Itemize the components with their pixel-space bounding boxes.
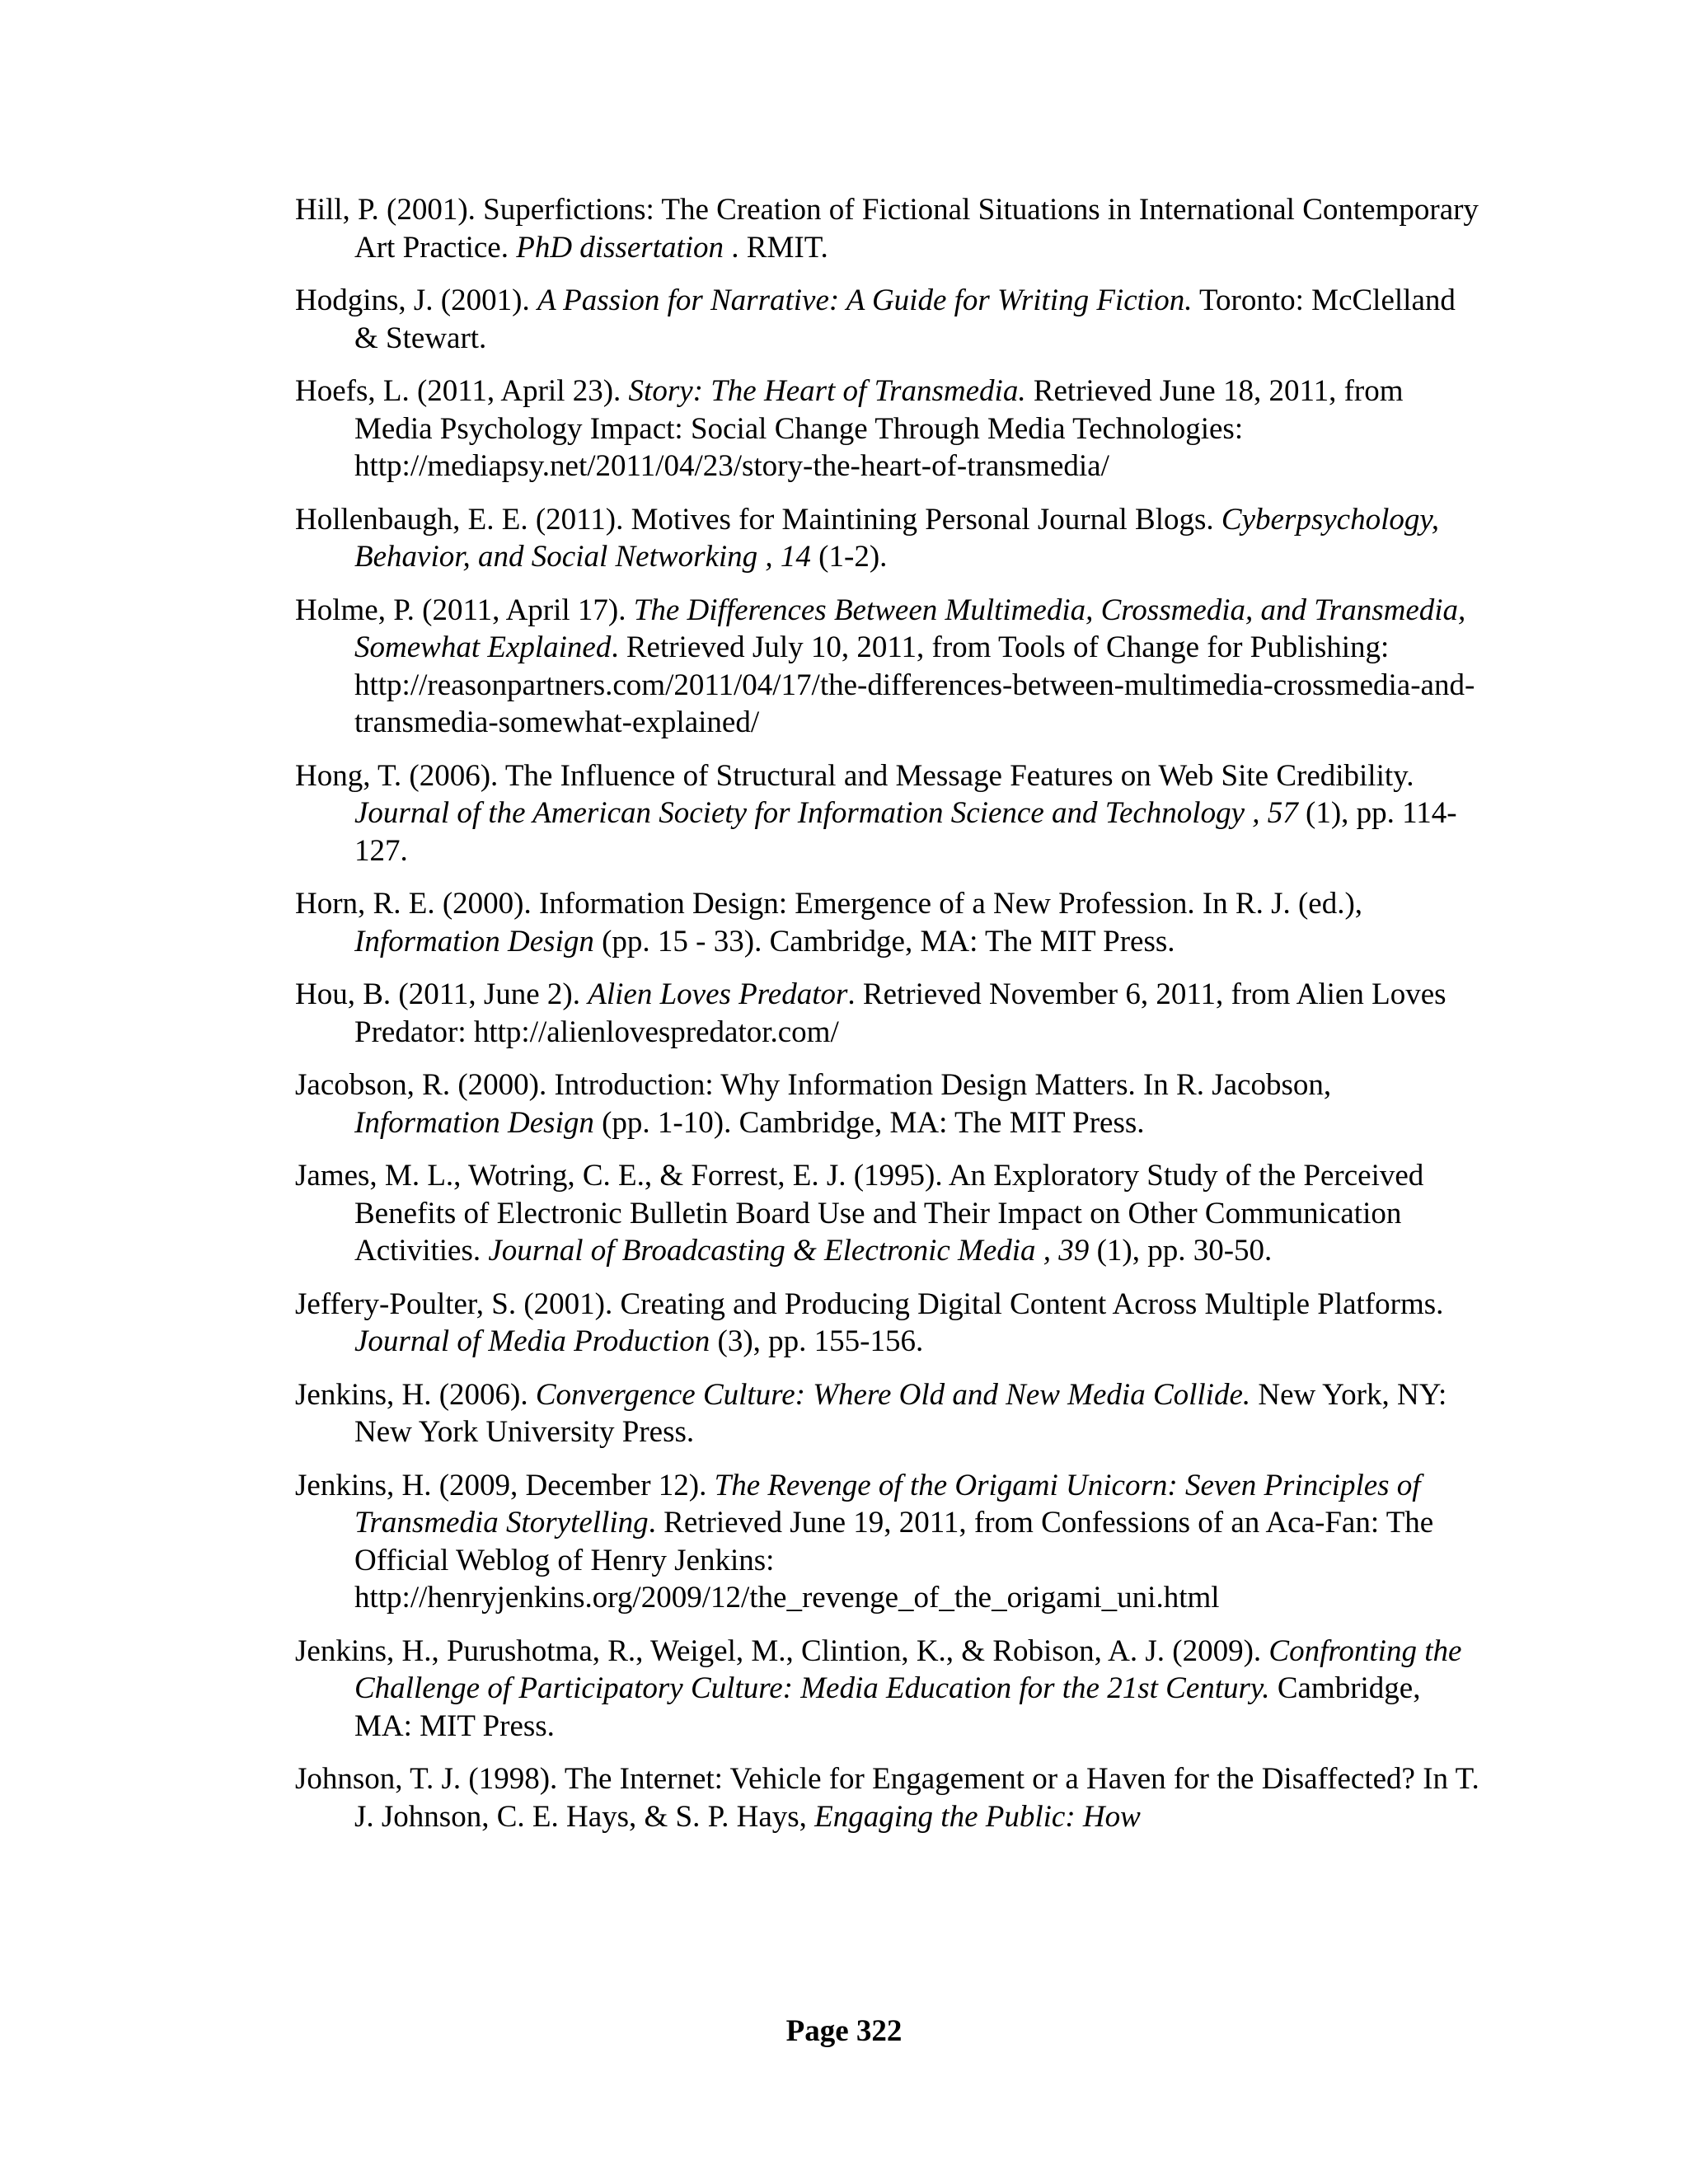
reference-text: . RMIT. bbox=[724, 230, 828, 265]
reference-entry bbox=[295, 1376, 1482, 1451]
reference-text: (pp. 15 - 33). Cambridge, MA: The MIT Press. bbox=[593, 924, 1175, 958]
reference-italic-text: The Revenge of the Origami Unicorn: Seven Principles of Transmedia Storytelling bbox=[354, 1468, 1421, 1540]
reference-italic-text: Information Design bbox=[354, 924, 594, 958]
reference-entry bbox=[295, 1760, 1482, 1835]
reference-italic-text: The Differences Between Multimedia, Crossmedia, and Transmedia, Somewhat Explained bbox=[354, 593, 1466, 664]
reference-italic-text: Journal of the American Society for Information Science and Technology , 57 bbox=[354, 796, 1298, 830]
reference-text: Retrieved June 18, 2011, from Media Psychology Impact: Social Change Through Media Technologies: http://mediapsy.net/2011/04/23/story-the-heart-of-transmedia/ bbox=[354, 374, 1404, 483]
reference-italic-text: A Passion for Narrative: A Guide for Writing Fiction. bbox=[537, 284, 1193, 317]
reference-italic-text: Information Design bbox=[354, 1105, 594, 1140]
reference-italic-text: Confronting the Challenge of Participatory Culture: Media Education for the 21st Century. bbox=[354, 1633, 1462, 1705]
reference-italic-text: Alien Loves Predator bbox=[588, 977, 848, 1011]
reference-text: (1), pp. 114-127. bbox=[354, 796, 1457, 868]
reference-text: Holme, P. (2011, April 17). bbox=[295, 593, 634, 627]
reference-entry bbox=[295, 501, 1482, 576]
reference-text: James, M. L., Wotring, C. E., & Forrest, E. J. (1995). An Exploratory Study of the Perceived Benefits of Electronic Bulletin Board Use and Their Impact on Other Communication Activities. bbox=[295, 1159, 1424, 1268]
reference-text: . Retrieved July 10, 2011, from Tools of Change for Publishing: http://reasonpartners.com/2011/04/17/the-differences-between-multimedia-crossmedia-and-transmedia-somewhat-explained/ bbox=[354, 630, 1475, 739]
reference-italic-text: Journal of Media Production bbox=[354, 1324, 710, 1358]
reference-text: (1), pp. 30-50. bbox=[1089, 1234, 1273, 1268]
reference-entry bbox=[295, 1066, 1482, 1141]
reference-text: Jacobson, R. (2000). Introduction: Why Information Design Matters. In R. Jacobson, bbox=[295, 1068, 1332, 1102]
reference-list bbox=[295, 191, 1482, 1851]
reference-text: . Retrieved November 6, 2011, from Alien Loves Predator: http://alienlovespredator.com/ bbox=[354, 977, 1447, 1049]
reference-text: Hong, T. (2006). The Influence of Structural and Message Features on Web Site Credibility. bbox=[295, 758, 1414, 793]
reference-entry bbox=[295, 885, 1482, 960]
reference-entry bbox=[295, 592, 1482, 742]
reference-entry bbox=[295, 373, 1482, 485]
reference-italic-text: PhD dissertation bbox=[516, 230, 724, 265]
reference-text: (1-2). bbox=[810, 540, 888, 574]
reference-text: Horn, R. E. (2000). Information Design: Emergence of a New Profession. In R. J. (ed.), bbox=[295, 887, 1363, 921]
reference-entry bbox=[295, 1467, 1482, 1617]
reference-text: Hodgins, J. (2001). bbox=[295, 284, 537, 317]
reference-text: . Retrieved June 19, 2011, from Confessions of an Aca-Fan: The Official Weblog of Henry Jenkins: http://henryjenkins.org/2009/12/the_revenge_of_the_origami_uni.html bbox=[354, 1506, 1434, 1615]
reference-text: New York, NY: New York University Press. bbox=[354, 1377, 1447, 1449]
reference-text: Toronto: McClelland & Stewart. bbox=[354, 284, 1456, 355]
reference-entry bbox=[295, 282, 1482, 357]
reference-italic-text: Engaging the Public: How bbox=[814, 1799, 1141, 1834]
reference-text: Hollenbaugh, E. E. (2011). Motives for Maintining Personal Journal Blogs. bbox=[295, 502, 1221, 537]
reference-text: (3), pp. 155-156. bbox=[710, 1324, 924, 1358]
reference-text: Hou, B. (2011, June 2). bbox=[295, 977, 588, 1011]
reference-italic-text: Journal of Broadcasting & Electronic Media , 39 bbox=[488, 1234, 1090, 1268]
reference-entry bbox=[295, 191, 1482, 266]
page-number: Page 322 bbox=[785, 2014, 903, 2048]
reference-italic-text: Story: The Heart of Transmedia. bbox=[628, 374, 1026, 408]
reference-entry bbox=[295, 976, 1482, 1051]
reference-text: (pp. 1-10). Cambridge, MA: The MIT Press. bbox=[593, 1105, 1145, 1140]
reference-text: Jenkins, H. (2009, December 12). bbox=[295, 1468, 715, 1502]
reference-entry bbox=[295, 1633, 1482, 1746]
reference-text: Jenkins, H., Purushotma, R., Weigel, M., Clintion, K., & Robison, A. J. (2009). bbox=[295, 1633, 1269, 1668]
reference-text: Johnson, T. J. (1998). The Internet: Vehicle for Engagement or a Haven for the Disaffected? In T. J. Johnson, C. E. Hays, & S. P. Hays, bbox=[295, 1762, 1479, 1834]
reference-text: Cambridge, MA: MIT Press. bbox=[354, 1671, 1421, 1743]
reference-entry bbox=[295, 1157, 1482, 1270]
reference-italic-text: Convergence Culture: Where Old and New Media Collide. bbox=[535, 1377, 1251, 1412]
reference-entry bbox=[295, 757, 1482, 870]
reference-text: Jeffery-Poulter, S. (2001). Creating and Producing Digital Content Across Multiple Platforms. bbox=[295, 1286, 1444, 1321]
reference-text: Hill, P. (2001). Superfictions: The Creation of Fictional Situations in International Contemporary Art Practice. bbox=[295, 193, 1479, 265]
reference-entry bbox=[295, 1286, 1482, 1361]
reference-text: Jenkins, H. (2006). bbox=[295, 1377, 536, 1412]
reference-italic-text: Cyberpsychology, Behavior, and Social Networking , 14 bbox=[354, 502, 1439, 574]
reference-text: Hoefs, L. (2011, April 23). bbox=[295, 374, 629, 408]
